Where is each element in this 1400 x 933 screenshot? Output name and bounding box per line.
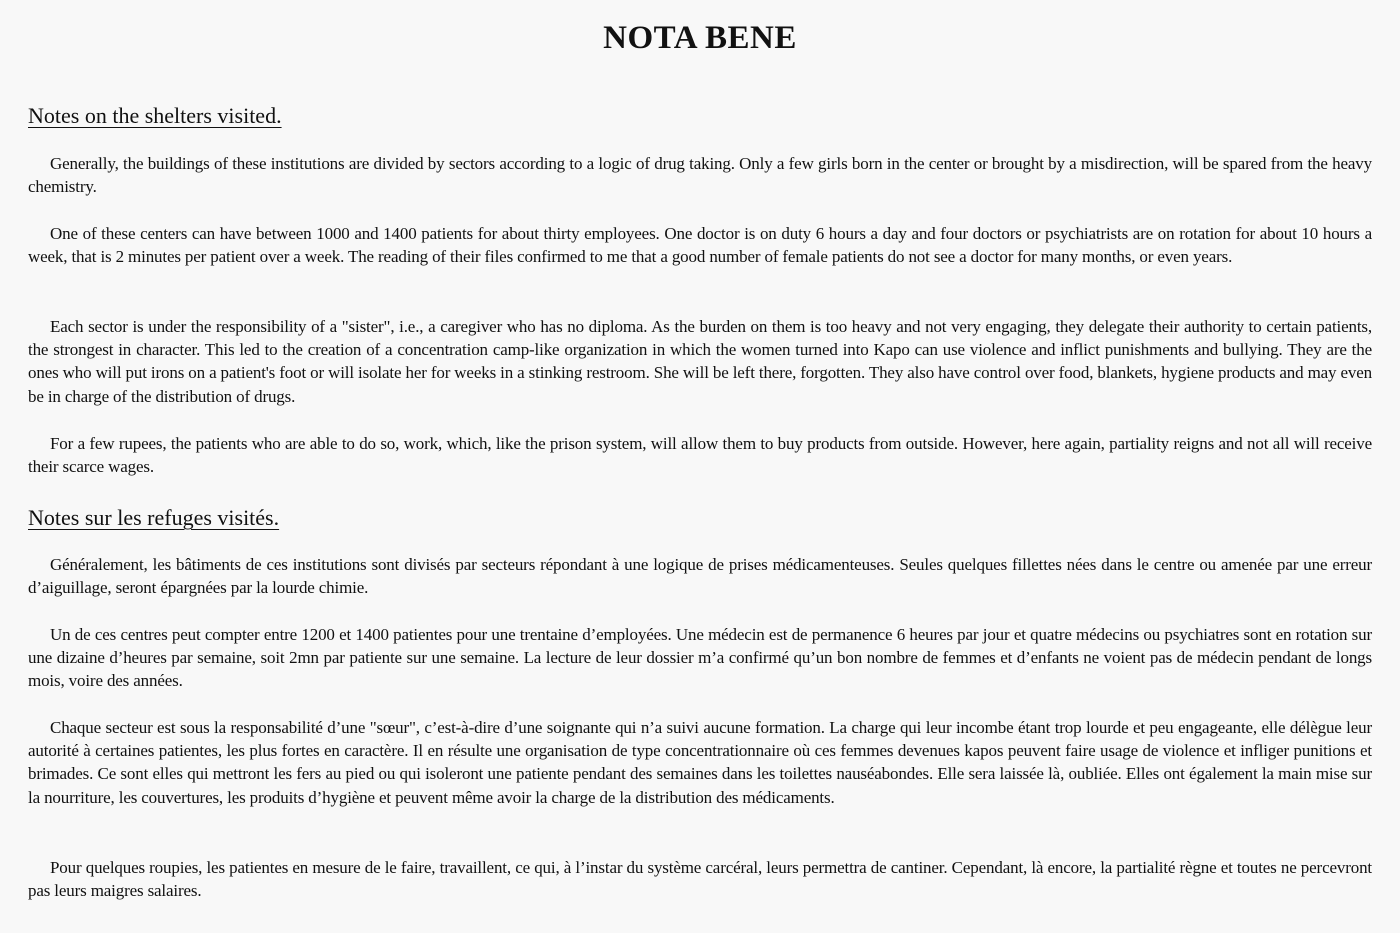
section-heading-french: Notes sur les refuges visités. [28,505,280,530]
paragraph-fr-4: Pour quelques roupies, les patientes en mesure de le faire, travaillent, ce qui, à l’instar du système carcéral, leurs permettra de cantiner. Cependant, là encore, la partialité règne et toutes ne percevront pas leurs maigres salaires. [28,858,1372,901]
paragraph-en-4: For a few rupees, the patients who are able to do so, work, which, like the prison system, will allow them to buy products from outside. However, here again, partiality reigns and not all will receive their scarce wages. [28,434,1372,477]
paragraph-fr-1: Généralement, les bâtiments de ces institutions sont divisés par secteurs répondant à une logique de prises médicamenteuses. Seules quelques fillettes nées dans le centre ou amenée par une erreur d’aiguillage, seront épargnées par la lourde chimie. [28,555,1372,598]
paragraph-fr-2: Un de ces centres peut compter entre 1200 et 1400 patientes pour une trentaine d’employées. Une médecin est de permanence 6 heures par jour et quatre médecins ou psychiatres sont en rotation sur une dizaine d’heures par semaine, soit 2mn par patiente sur une semaine. La lecture de leur dossier m’a confirmé qu’un bon nombre de femmes et d’enfants ne voient pas de médecin pendant de longs mois, voire des années. [28,625,1372,691]
paragraph-en-2: One of these centers can have between 1000 and 1400 patients for about thirty employees. One doctor is on duty 6 hours a day and four doctors or psychiatrists are on rotation for about 10 hours a week, that is 2 minutes per patient over a week. The reading of their files confirmed to me that a good number of female patients do not see a doctor for many months, or even years. [28,224,1372,267]
paragraph-en-3: Each sector is under the responsibility of a "sister", i.e., a caregiver who has no diploma. As the burden on them is too heavy and not very engaging, they delegate their authority to certain patients, the strongest in character. This led to the creation of a concentration camp-like organization in which the women turned into Kapo can use violence and inflict punishments and bullying. They are the ones who will put irons on a patient's foot or will isolate her for weeks in a stinking restroom. She will be left there, forgotten. They also have control over food, blankets, hygiene products and may even be in charge of the distribution of drugs. [28,317,1372,406]
section-heading-english: Notes on the shelters visited. [28,103,282,128]
paragraph-fr-3: Chaque secteur est sous la responsabilité d’une "sœur", c’est-à-dire d’une soignante qui n’a suivi aucune formation. La charge qui leur incombe étant trop lourde et peu engageante, elle délègue leur autorité à certaines patientes, les plus fortes en caractère. Il en résulte une organisation de type concentrationnaire où ces femmes devenues kapos peuvent faire usage de violence et infliger punitions et brimades. Ce sont elles qui mettront les fers au pied ou qui isoleront une patiente pendant des semaines dans les toilettes nauséabondes. Elle sera laissée là, oubliée. Elles ont également la main mise sur la nourriture, les couvertures, les produits d’hygiène et peuvent même avoir la charge de la distribution des médicaments. [28,718,1372,807]
page-title: NOTA BENE [603,20,797,56]
paragraph-en-1: Generally, the buildings of these institutions are divided by sectors according to a logic of drug taking. Only a few girls born in the center or brought by a misdirection, will be spared from the heavy chemistry. [28,154,1372,197]
